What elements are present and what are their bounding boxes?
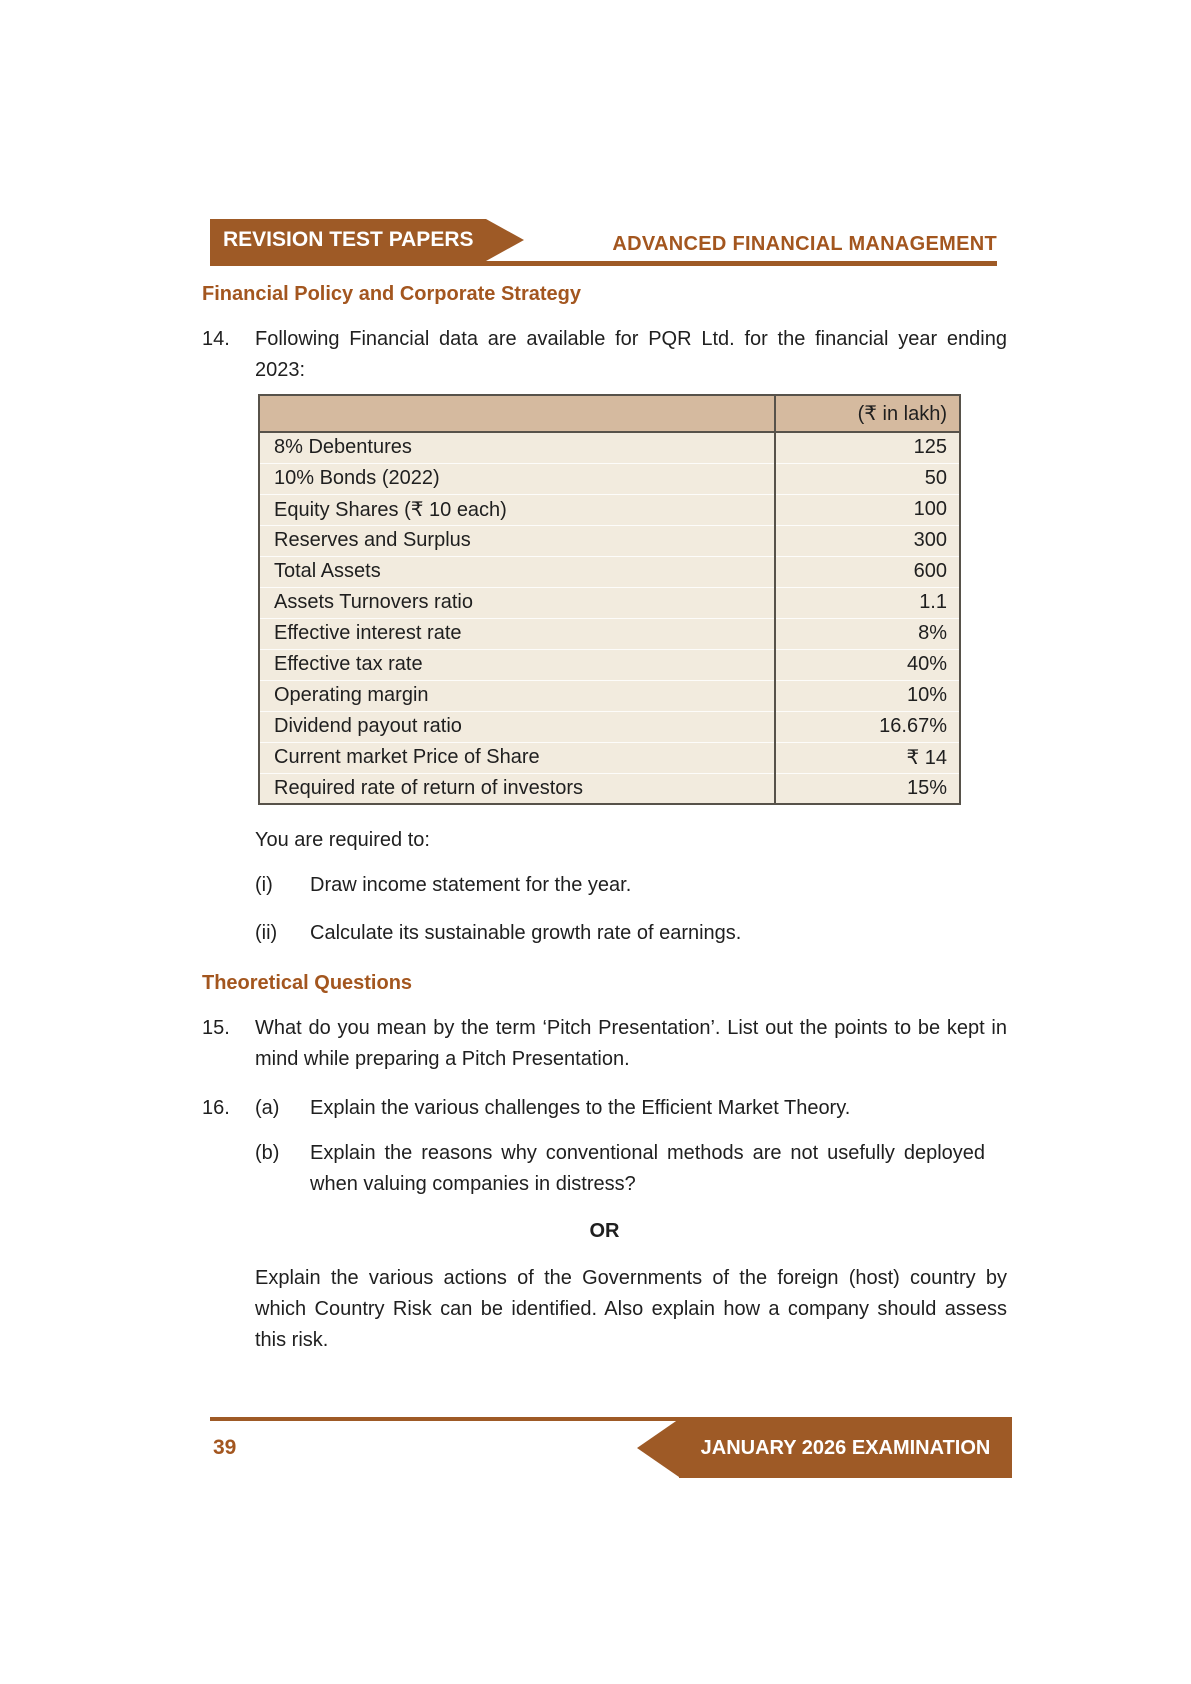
question-16b — [255, 1138, 1007, 1200]
section-heading-financial-policy: Financial Policy and Corporate Strategy — [202, 283, 581, 305]
table-row — [259, 649, 960, 680]
table-row — [259, 525, 960, 556]
row-label: Effective interest rate — [259, 618, 775, 649]
row-value: 10% — [775, 680, 960, 711]
row-value: 100 — [775, 494, 960, 525]
table-row — [259, 742, 960, 773]
table-row — [259, 587, 960, 618]
question-15 — [202, 1013, 1007, 1075]
row-label: Equity Shares (₹ 10 each) — [259, 494, 775, 525]
question-text: What do you mean by the term ‘Pitch Presentation’. List out the points to be kept in mind while preparing a Pitch Presentation. — [255, 1017, 1007, 1070]
row-value: 16.67% — [775, 711, 960, 742]
row-value: 600 — [775, 556, 960, 587]
row-value: 300 — [775, 525, 960, 556]
row-label: Total Assets — [259, 556, 775, 587]
table-row — [259, 680, 960, 711]
footer-banner-exam-session — [679, 1419, 1012, 1478]
table-header-empty-cell — [259, 395, 775, 432]
row-value: 15% — [775, 773, 960, 804]
requirement-item-ii — [255, 918, 1007, 949]
row-label: 8% Debentures — [259, 432, 775, 463]
question-16 — [202, 1093, 1007, 1200]
table-row — [259, 463, 960, 494]
section-heading-theoretical-questions: Theoretical Questions — [202, 972, 413, 994]
question-number: 14. — [202, 328, 230, 350]
page-number: 39 — [213, 1436, 237, 1459]
row-value: ₹ 14 — [775, 742, 960, 773]
row-label: 10% Bonds (2022) — [259, 463, 775, 494]
table-row — [259, 773, 960, 804]
footer-banner-label: JANUARY 2026 EXAMINATION — [700, 1437, 991, 1459]
row-value: 40% — [775, 649, 960, 680]
or-alternative-paragraph: Explain the various actions of the Governments of the foreign (host) country by which Country Risk can be identified. Also explain how a company should assess this risk. — [255, 1267, 1007, 1351]
row-label: Assets Turnovers ratio — [259, 587, 775, 618]
sub-question-text: Explain the various challenges to the Efficient Market Theory. — [310, 1097, 851, 1119]
table-row — [259, 494, 960, 525]
requirement-text: Draw income statement for the year. — [310, 874, 632, 896]
question-16a — [255, 1093, 1007, 1124]
table-row — [259, 711, 960, 742]
header-subject-title: ADVANCED FINANCIAL MANAGEMENT — [612, 233, 997, 255]
question-14 — [202, 324, 1007, 386]
table-header-unit-cell: (₹ in lakh) — [775, 395, 960, 432]
sub-question-text: Explain the reasons why conventional methods are not usefully deployed when valuing companies in distress? — [310, 1142, 985, 1195]
or-divider-label: OR — [589, 1220, 620, 1242]
row-label: Reserves and Surplus — [259, 525, 775, 556]
requirement-marker: (ii) — [255, 922, 278, 944]
requirement-item-i — [255, 870, 1007, 901]
sub-question-marker: (a) — [255, 1097, 280, 1119]
row-label: Effective tax rate — [259, 649, 775, 680]
required-intro: You are required to: — [255, 829, 430, 851]
question-number: 16. — [202, 1097, 230, 1119]
row-label: Dividend payout ratio — [259, 711, 775, 742]
row-value: 125 — [775, 432, 960, 463]
question-text: Following Financial data are available for PQR Ltd. for the financial year ending 2023: — [255, 328, 1007, 381]
row-value: 1.1 — [775, 587, 960, 618]
row-label: Required rate of return of investors — [259, 773, 775, 804]
table-row — [259, 556, 960, 587]
question-number: 15. — [202, 1017, 230, 1039]
row-label: Current market Price of Share — [259, 742, 775, 773]
sub-question-marker: (b) — [255, 1142, 280, 1164]
page-content — [202, 282, 1007, 1356]
page-header — [210, 219, 997, 266]
row-value: 8% — [775, 618, 960, 649]
row-label: Operating margin — [259, 680, 775, 711]
requirement-marker: (i) — [255, 874, 273, 896]
row-value: 50 — [775, 463, 960, 494]
table-row — [259, 618, 960, 649]
table-row — [259, 432, 960, 463]
table-header-row — [259, 395, 960, 432]
header-banner-revision-test-papers: REVISION TEST PAPERS — [210, 219, 486, 261]
financial-data-table — [258, 394, 961, 805]
requirement-text: Calculate its sustainable growth rate of earnings. — [310, 922, 742, 944]
